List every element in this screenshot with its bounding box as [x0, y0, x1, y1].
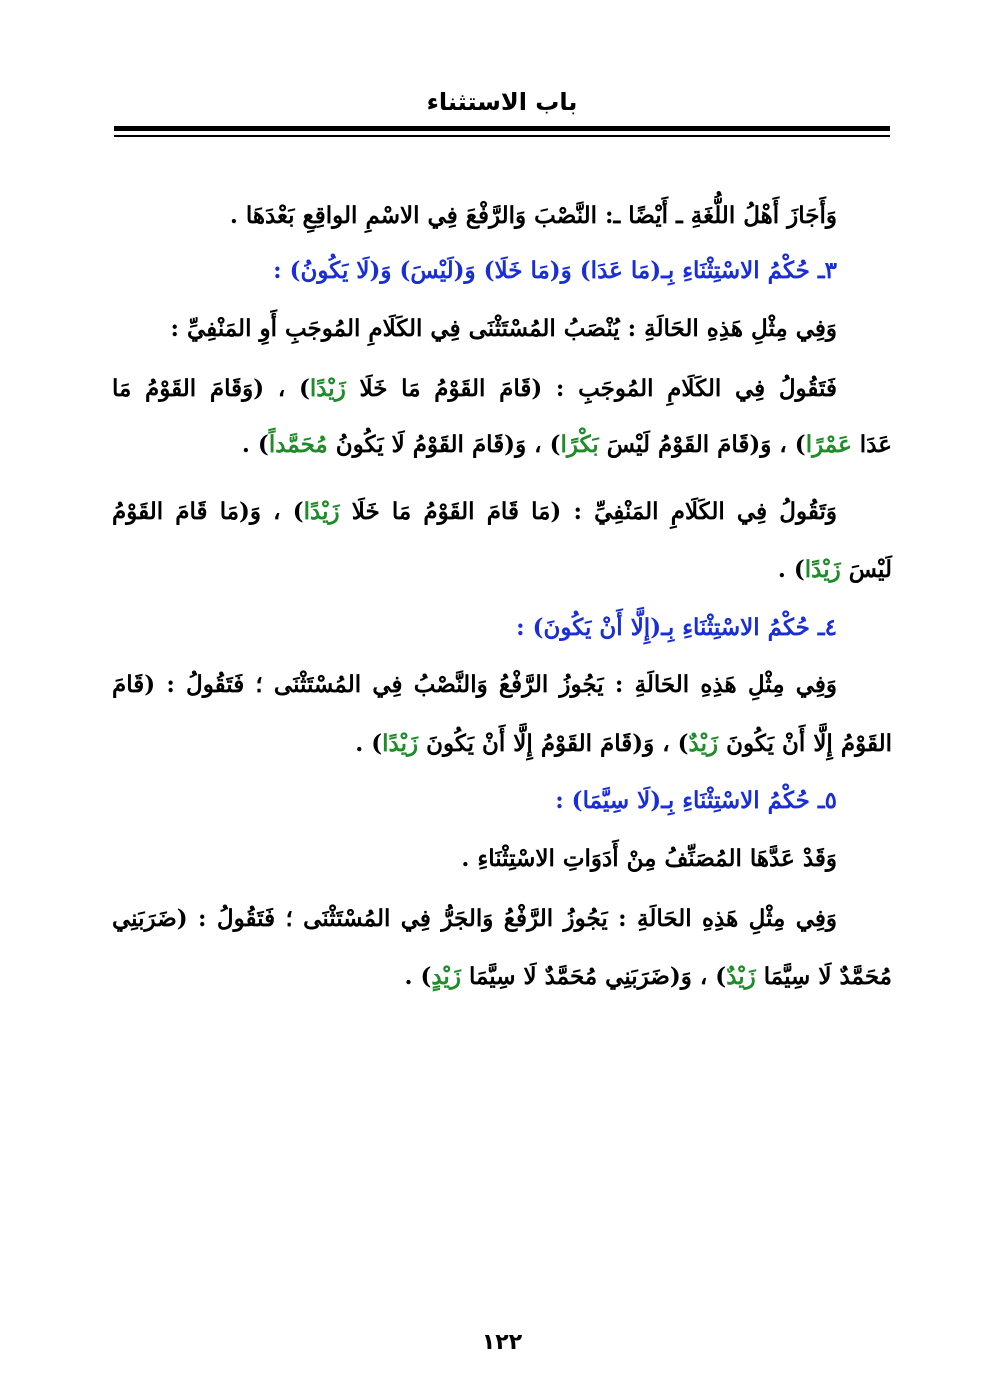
- paragraph-line: وَقَدْ عَدَّهَا المُصَنِّفُ مِنْ أَدَوَاتِ الاسْتِثْنَاءِ .: [461, 845, 837, 872]
- paragraph-line: [112, 724, 892, 764]
- example-word: بَكْرًا: [560, 431, 599, 458]
- example-word: زَيْدًا: [309, 375, 346, 402]
- section-heading-3: ٣ـ حُكْمُ الاسْتِثْنَاءِ بِـ(مَا عَدَا) وَ(مَا خَلَا) وَ(لَيْسَ) وَ(لَا يَكُونُ) :: [273, 257, 837, 284]
- body-text: [112, 0, 892, 1200]
- example-word: زَيْدًا: [804, 556, 841, 583]
- paragraph-line: وَفِي مِثْلِ هَذِهِ الحَالَةِ : يُنْصَبُ المُسْتَثْنَى فِي الكَلَامِ المُوجَبِ أَوِ المَنْفِيِّ :: [170, 315, 837, 342]
- paragraph-line: [112, 550, 892, 590]
- paragraph-line: وَفِي مِثْلِ هَذِهِ الحَالَةِ : يَجُوزُ الرَّفْعُ وَالنَّصْبُ فِي المُسْتَثْنَى ؛ فَتَقُولُ : (قَامَ: [112, 671, 837, 698]
- section-heading-4: ٤ـ حُكْمُ الاسْتِثْنَاءِ بِـ(إِلَّا أَنْ يَكُونَ) :: [516, 614, 837, 641]
- example-word: زَيْدٌ: [688, 730, 719, 757]
- text-run: ) ، وَ(مَا قَامَ القَوْمُ: [112, 498, 304, 525]
- text-run: عَدَا: [851, 431, 892, 458]
- text-run: ) .: [241, 431, 269, 458]
- example-word: عَمْرًا: [805, 431, 852, 458]
- paragraph-line: [112, 492, 837, 532]
- example-word: زَيْدًا: [382, 730, 419, 757]
- text-run: القَوْمُ إِلَّا أَنْ يَكُونَ: [718, 730, 892, 757]
- running-header: باب الاستثناء: [426, 88, 578, 116]
- text-run: ) ، وَ(قَامَ القَوْمُ لَيْسَ: [598, 431, 806, 458]
- text-run: ) ، (وَقَامَ القَوْمُ مَا: [112, 375, 310, 402]
- paragraph-line: وَفِي مِثْلِ هَذِهِ الحَالَةِ : يَجُوزُ الرَّفْعُ وَالجَرُّ فِي المُسْتَثْنَى ؛ فَتَقُولُ : (ضَرَبَنِي: [112, 905, 837, 932]
- text-run: مُحَمَّدٌ لَا سِيَّمَا: [755, 963, 892, 990]
- text-run: ) .: [777, 556, 805, 583]
- page-number: ١٢٢: [481, 1330, 523, 1355]
- example-word: زَيْدًا: [303, 498, 340, 525]
- text-run: فَتَقُولُ فِي الكَلَامِ المُوجَبِ : (قَامَ القَوْمُ مَا خَلَا: [345, 375, 837, 402]
- paragraph-line: [112, 369, 837, 409]
- example-word: مُحَمَّداً: [268, 431, 328, 458]
- paragraph-line: وَأَجَازَ أَهْلُ اللُّغَةِ ـ أَيْضًا ـ: النَّصْبَ وَالرَّفْعَ فِي الاسْمِ الواقِعِ بَعْدَهَا .: [229, 202, 837, 229]
- section-heading-5: ٥ـ حُكْمُ الاسْتِثْنَاءِ بِـ(لَا سِيَّمَا) :: [555, 787, 837, 814]
- text-run: وَتَقُولُ فِي الكَلَامِ المَنْفِيِّ : (مَا قَامَ القَوْمُ مَا خَلَا: [339, 498, 837, 525]
- text-run: لَيْسَ: [840, 556, 892, 583]
- text-run: ) .: [355, 730, 383, 757]
- example-word: زَيْدٍ: [431, 963, 461, 990]
- text-run: ) ، وَ(قَامَ القَوْمُ لَا يَكُونُ: [327, 431, 561, 458]
- paragraph-line: [112, 425, 892, 465]
- example-word: زَيْدٌ: [726, 963, 756, 990]
- text-run: ) ، وَ(ضَرَبَنِي مُحَمَّدٌ لَا سِيَّمَا: [460, 963, 727, 990]
- text-run: ) ، وَ(قَامَ القَوْمُ إِلَّا أَنْ يَكُونَ: [418, 730, 689, 757]
- text-run: ) .: [404, 963, 432, 990]
- paragraph-line: [112, 957, 892, 997]
